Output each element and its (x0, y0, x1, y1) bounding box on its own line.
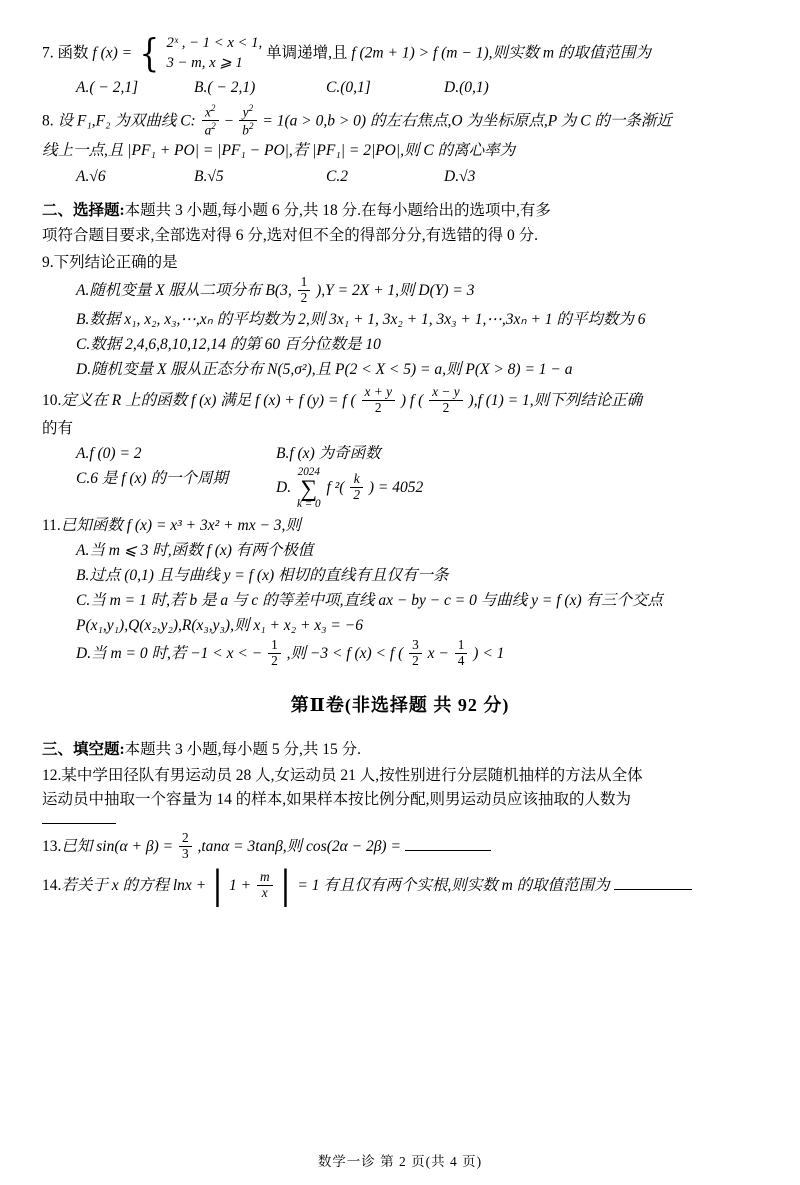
fraction-three-halves: $\frac{3}{2}$ (409, 638, 422, 669)
option-a[interactable]: A.f (0) = 2 (76, 444, 142, 462)
option-d-body-1: f ²( (326, 478, 345, 496)
question-11-option-c-line-2: P(x₁,y₁),Q(x₂,y₂),R(x₃,y₃),则 x₁ + x₂ + x₃ = −6 (76, 616, 363, 634)
section-2-text-1: 本题共 3 小题,每小题 6 分,共 18 分.在每小题给出的选项中,有多 (124, 202, 551, 220)
question-11-stem-text: 已知函数 f (x) = x³ + 3x² + mx − 3,则 (60, 516, 301, 534)
page-footer: 数学一诊 第 2 页(共 4 页) (317, 1154, 483, 1170)
question-12-line-1 (42, 764, 758, 788)
option-a[interactable]: A.( − 2,1] (76, 78, 139, 96)
section-3-text: 本题共 3 小题,每小题 5 分,共 15 分. (124, 740, 362, 758)
fraction-m-x: $\frac{m}{x}$ (257, 870, 273, 901)
question-14 (42, 862, 758, 908)
question-7-cases (167, 34, 263, 74)
section-2-title: 二、选择题: (42, 202, 125, 220)
fraction-one-half: $\frac{1}{2}$ (298, 275, 311, 306)
question-11 (42, 514, 758, 670)
question-13-number: 13. (42, 837, 62, 855)
question-9-number: 9. (42, 254, 54, 272)
question-10-line-1 (42, 386, 758, 417)
question-14-text-2: 1 + (228, 876, 252, 894)
question-11-option-b[interactable]: B.过点 (0,1) 且与曲线 y = f (x) 相切的直线有且仅有一条 (76, 566, 449, 584)
option-d-label: D. (276, 478, 292, 496)
question-14-number: 14. (42, 876, 62, 894)
question-9-stem-text: 下列结论正确的是 (53, 254, 178, 272)
option-a-text-2: ),Y = 2X + 1,则 D(Y) = 3 (316, 282, 475, 300)
question-7 (42, 30, 758, 100)
sum-upper-limit: 2024 (297, 466, 320, 479)
question-13-line (42, 832, 758, 863)
option-d[interactable] (276, 467, 423, 510)
fraction-y2-b2: $\frac{y^2}{b^2}$ (239, 103, 256, 139)
case-line-2: 3 − m, x ⩾ 1 (166, 54, 243, 71)
option-b[interactable]: B.f (x) 为奇函数 (276, 444, 381, 462)
fraction-k-2: $\frac{k}{2}$ (350, 472, 363, 503)
question-11-number: 11. (42, 516, 61, 534)
section-2-heading (42, 199, 758, 249)
fraction-two-thirds: $\frac{2}{3}$ (179, 831, 192, 862)
question-13-text-1: 已知 sin(α + β) = (61, 837, 174, 855)
question-10-text-b: ) f ( (400, 391, 424, 409)
fraction-one-quarter: $\frac{1}{4}$ (455, 638, 468, 669)
question-8-options (42, 165, 758, 189)
question-8 (42, 104, 758, 190)
fraction-x-minus-y-2: $\frac{x - y}{2}$ (429, 385, 463, 416)
option-c[interactable]: C.(0,1] (326, 78, 371, 96)
option-d-text-4: ) < 1 (473, 644, 505, 662)
question-10 (42, 386, 758, 510)
absolute-value-bar-left: | (212, 862, 223, 908)
option-c[interactable]: C.6 是 f (x) 的一个周期 (76, 469, 228, 487)
question-12-text-2: 运动员中抽取一个容量为 14 的样本,如果样本按比例分配,则男运动员应该抽取的人数为 (42, 791, 632, 809)
question-8-line-1: 8. 设 F₁,F₂ 为双曲线 C: $\frac{x^2}{a^2}$ − $\frac{y^2}{b^2}$ = 1(a > 0,b > 0) 的左右焦点,O 为坐标原点,P 为 C 的一条渐近 (42, 103, 672, 138)
question-12 (42, 764, 758, 823)
answer-blank-13[interactable] (405, 835, 491, 851)
question-14-text-1: 若关于 x 的方程 lnx + (61, 876, 207, 894)
section-2-text-2: 项符合题目要求,全部选对得 6 分,选对但不全的得部分分,有选错的得 0 分. (42, 227, 539, 245)
question-14-line (42, 862, 758, 908)
question-8-text-b: = 1(a > 0,b > 0) 的左右焦点,O 为坐标原点,P 为 C 的一条渐近 (262, 112, 672, 130)
case-brace: { (139, 30, 160, 76)
question-10-line-2: 的有 (42, 419, 74, 437)
option-d-text-1: D.当 m = 0 时,若 −1 < x < − (76, 644, 263, 662)
summation-symbol: 2024 ∑ k = 0 (296, 466, 321, 511)
question-7-options (42, 76, 758, 100)
fraction-x2-a2: $\frac{x^2}{a^2}$ (202, 103, 219, 139)
question-8-line-2: 线上一点,且 |PF₁ + PO| = |PF₁ − PO|,若 |PF₁| = 2|PO|,则 C 的离心率为 (42, 142, 516, 160)
question-7-function: f (x) = (92, 44, 133, 62)
question-9-option-a[interactable] (42, 276, 758, 307)
question-9 (42, 251, 758, 382)
question-10-options-row-2 (42, 467, 758, 510)
question-9-option-c[interactable]: C.数据 2,4,6,8,10,12,14 的第 60 百分位数是 10 (76, 335, 381, 353)
fraction-x-plus-y-2: $\frac{x + y}{2}$ (362, 385, 396, 416)
option-b[interactable]: B.( − 2,1) (194, 78, 256, 96)
question-11-option-c-line-1[interactable]: C.当 m = 1 时,若 b 是 a 与 c 的等差中项,直线 ax − by − c = 0 与曲线 y = f (x) 有三个交点 (76, 591, 663, 609)
question-13-text-2: ,tanα = 3tanβ,则 cos(2α − 2β) = (197, 837, 401, 855)
option-d[interactable]: D.(0,1) (444, 78, 489, 96)
section-3-title: 三、填空题: (42, 740, 125, 758)
option-d-body-2: ) = 4052 (368, 478, 424, 496)
question-7-stem (42, 30, 758, 76)
option-a-text-1: A.随机变量 X 服从二项分布 B(3, (76, 282, 292, 300)
answer-blank-12[interactable] (42, 813, 116, 823)
case-line-1: 2ˣ , − 1 < x < 1, (166, 35, 263, 51)
sum-lower-limit: k = 0 (296, 498, 321, 511)
option-b[interactable]: B.√5 (194, 168, 224, 186)
question-10-options-row-1 (42, 442, 758, 466)
section-3-heading (42, 738, 758, 763)
question-7-tail-1: 单调递增,且 (266, 44, 348, 62)
option-d-text-3: x − (427, 644, 449, 662)
question-11-option-d[interactable] (42, 639, 758, 670)
question-11-stem (42, 514, 758, 538)
question-13 (42, 832, 758, 863)
question-8-number: 8. (42, 112, 54, 130)
absolute-value-bar-right: | (280, 862, 292, 908)
question-10-text-a: 定义在 R 上的函数 f (x) 满足 f (x) + f (y) = f ( (61, 391, 356, 409)
question-10-number: 10. (42, 391, 62, 409)
question-11-option-a[interactable]: A.当 m ⩽ 3 时,函数 f (x) 有两个极值 (76, 541, 314, 559)
question-7-number: 7. (42, 44, 54, 62)
option-c[interactable]: C.2 (326, 168, 348, 186)
answer-blank-14[interactable] (614, 874, 692, 890)
question-9-stem (42, 251, 758, 275)
question-7-lead: 函数 (57, 44, 89, 62)
question-12-number: 12. (42, 767, 62, 785)
question-9-option-d[interactable]: D.随机变量 X 服从正态分布 N(5,σ²),且 P(2 < X < 5) = a,则 P(X > 8) = 1 − a (76, 360, 573, 378)
question-10-text-c: ),f (1) = 1,则下列结论正确 (468, 391, 643, 409)
question-8-text-a: 设 F₁,F₂ 为双曲线 C: (57, 112, 196, 130)
question-14-text-3: = 1 有且仅有两个实根,则实数 m 的取值范围为 (297, 876, 610, 894)
question-7-tail-2: f (2m + 1) > f (m − 1),则实数 m 的取值范围为 (351, 44, 651, 62)
option-d-text-2: ,则 −3 < f (x) < f ( (286, 644, 404, 662)
option-d[interactable]: D.√3 (444, 168, 476, 186)
fraction-one-half: $\frac{1}{2}$ (268, 638, 281, 669)
volume-2-heading: 第Ⅱ卷(非选择题 共 92 分) (290, 694, 510, 715)
question-9-option-b[interactable]: B.数据 x₁, x₂, x₃,⋯,xₙ 的平均数为 2,则 3x₁ + 1, 3x₂ + 1, 3x₃ + 1,⋯,3xₙ + 1 的平均数为 6 (76, 310, 646, 328)
question-12-text-1: 某中学田径队有男运动员 28 人,女运动员 21 人,按性别进行分层随机抽样的方法从全体 (61, 767, 643, 785)
option-a[interactable]: A.√6 (76, 168, 106, 186)
